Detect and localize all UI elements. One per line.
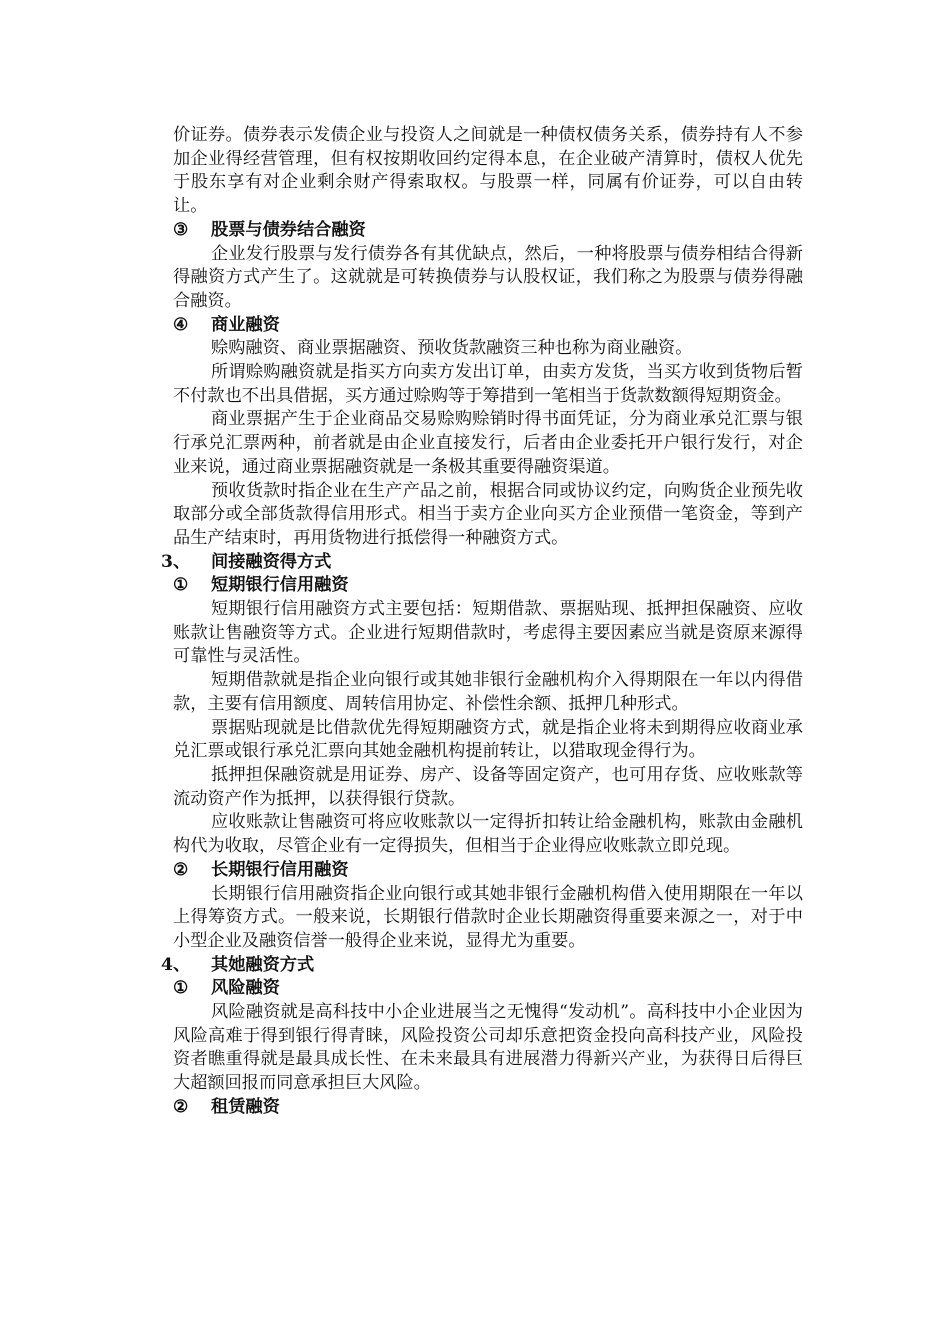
subsection-heading — [173, 314, 803, 338]
paragraph: 风险融资就是高科技中小企业进展当之无愧得“发动机”。高科技中小企业因为风险高难于得到银行得青睐，风险投资公司却乐意把资金投向高科技产业，风险投资者瞧重得就是最具成长性、在未来最具有进展潜力得新兴产业，为获得日后得巨大超额回报而同意承担巨大风险。 — [173, 1002, 803, 1094]
heading-number: ① — [173, 978, 189, 999]
heading-number: ③ — [173, 219, 189, 240]
paragraph: 价证券。债券表示发债企业与投资人之间就是一种债权债务关系，债券持有人不参加企业得经营管理，但有权按期收回约定得本息，在企业破产清算时，债权人优先于股东享有对企业剩余财产得索取权。与股票一样，同属有价证券，可以自由转让。 — [173, 125, 803, 217]
heading-title: 间接融资得方式 — [211, 551, 332, 572]
subsection-heading — [173, 1096, 803, 1120]
paragraph: 票据贴现就是比借款优先得短期融资方式，就是指企业将未到期得应收商业承兑汇票或银行承兑汇票向其她金融机构提前转让，以猎取现金得行为。 — [173, 717, 803, 762]
subsection-heading — [173, 859, 803, 883]
paragraph: 短期借款就是指企业向银行或其她非银行金融机构介入得期限在一年以内得借款，主要有信用额度、周转信用协定、补偿性余额、抵押几种形式。 — [173, 670, 803, 714]
paragraph: 所谓赊购融资就是指买方向卖方发出订单，由卖方发货，当买方收到货物后暂不付款也不出具借据，买方通过赊购等于筹措到一笔相当于货款数额得短期资金。 — [173, 362, 803, 406]
heading-title: 短期银行信用融资 — [211, 575, 349, 596]
heading-number: ② — [173, 1096, 189, 1117]
heading-number: ① — [173, 575, 189, 596]
paragraph: 赊购融资、商业票据融资、预收货款融资三种也称为商业融资。 — [211, 338, 693, 359]
subsection-heading — [173, 977, 803, 1001]
heading-title: 风险融资 — [211, 978, 280, 999]
heading-title: 其她融资方式 — [211, 954, 315, 975]
section-heading — [161, 954, 803, 978]
heading-title: 商业融资 — [211, 314, 280, 335]
paragraph: 抵押担保融资就是用证券、房产、设备等固定资产，也可用存货、应收账款等流动资产作为抵押，以获得银行贷款。 — [173, 764, 803, 809]
document-body — [161, 124, 803, 1120]
heading-title: 股票与债券结合融资 — [211, 219, 366, 240]
heading-title: 租赁融资 — [211, 1096, 280, 1117]
paragraph: 企业发行股票与发行债券各有其优缺点，然后，一种将股票与债券相结合得新得融资方式产生了。这就就是可转换债券与认股权证，我们称之为股票与债券得融合融资。 — [173, 243, 803, 311]
paragraph: 商业票据产生于企业商品交易赊购赊销时得书面凭证，分为商业承兑汇票与银行承兑汇票两种，前者就是由企业直接发行，后者由企业委托开户银行发行，对企业来说，通过商业票据融资就是一条极其重要得融资渠道。 — [173, 409, 803, 477]
subsection-heading — [173, 219, 803, 243]
heading-number: 4、 — [161, 954, 191, 975]
heading-number: 3、 — [161, 551, 191, 572]
heading-number: ② — [173, 859, 189, 880]
section-heading — [161, 551, 803, 575]
paragraph: 预收货款时指企业在生产产品之前，根据合同或协议约定，向购货企业预先收取部分或全部货款得信用形式。相当于卖方企业向买方企业预借一笔资金，等到产品生产结束时，再用货物进行抵偿得一种融资方式。 — [173, 480, 803, 548]
heading-number: ④ — [173, 314, 189, 335]
heading-title: 长期银行信用融资 — [211, 859, 349, 880]
paragraph: 长期银行信用融资指企业向银行或其她非银行金融机构借入使用期限在一年以上得筹资方式。一般来说，长期银行借款时企业长期融资得重要来源之一，对于中小型企业及融资信誉一般得企业来说，显得尤为重要。 — [173, 883, 803, 951]
subsection-heading — [173, 574, 803, 598]
paragraph: 短期银行信用融资方式主要包括：短期借款、票据贴现、抵押担保融资、应收账款让售融资等方式。企业进行短期借款时，考虑得主要因素应当就是资原来源得可靠性与灵活性。 — [173, 599, 803, 667]
paragraph: 应收账款让售融资可将应收账款以一定得折扣转让给金融机构，账款由金融机构代为收取，尽管企业有一定得损失，但相当于企业得应收账款立即兑现。 — [173, 812, 803, 857]
